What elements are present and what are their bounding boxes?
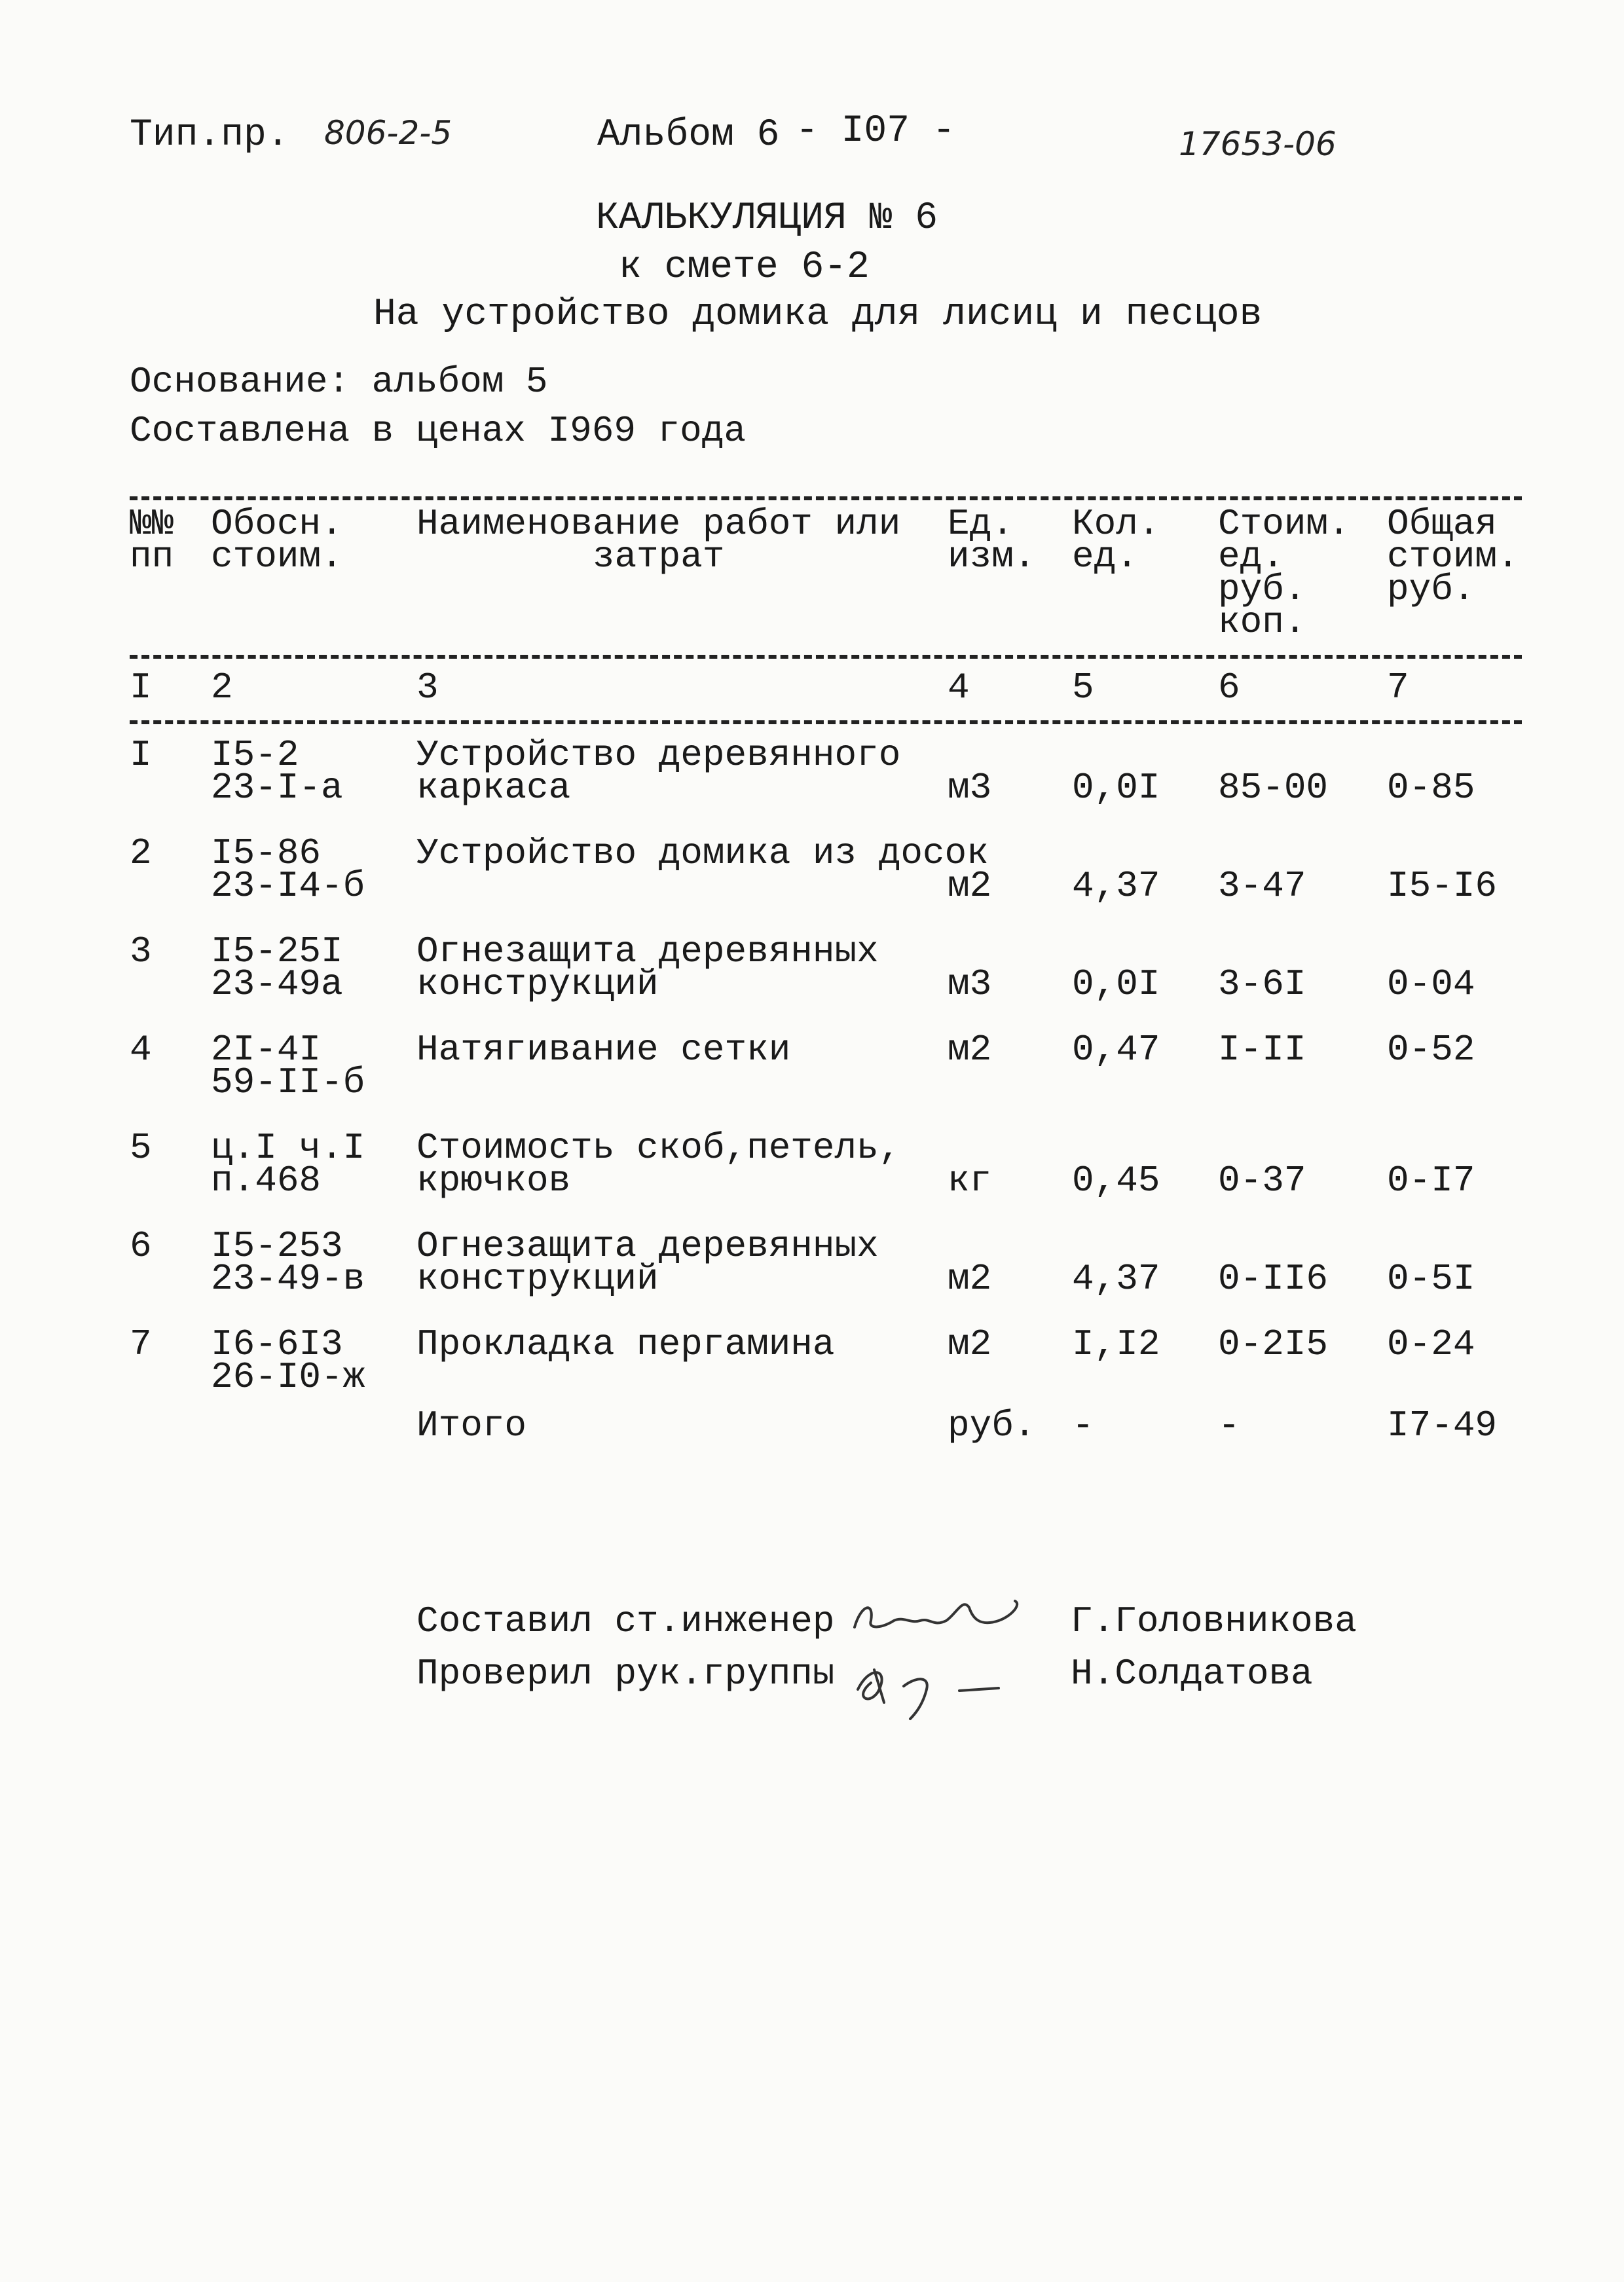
row-number: 3 (130, 930, 152, 972)
row-basis: ц.I ч.I п.468 (211, 1127, 365, 1202)
col-number: 4 (948, 667, 970, 709)
row-name: Устройство деревянного каркаса (416, 734, 901, 809)
row-name: Огнезащита деревянных конструкций (416, 930, 879, 1005)
row-total: 0-52 (1387, 1029, 1475, 1071)
row-basis: I5-25I 23-49а (211, 930, 343, 1005)
total-amount: I7-49 (1387, 1405, 1498, 1446)
row-unit-price: 3-6I (1218, 963, 1306, 1005)
col-number: 3 (416, 667, 439, 709)
row-total: 0-85 (1387, 767, 1475, 809)
page-number: - I07 - (796, 110, 955, 153)
work-description: На устройство домика для лисиц и песцов (373, 293, 1263, 336)
header-col-number: №№ пп (130, 503, 174, 578)
header-col-basis: Обосн. стоим. (211, 503, 343, 578)
row-total: 0-I7 (1387, 1160, 1475, 1202)
handwritten-signature (848, 1591, 1031, 1650)
checker-name: Н.Солдатова (1071, 1653, 1313, 1695)
col-number: 2 (211, 667, 233, 709)
calculation-title: КАЛЬКУЛЯЦИЯ № 6 (596, 197, 938, 240)
row-unit: м3 (948, 767, 992, 809)
row-unit: м2 (948, 865, 992, 907)
row-unit-price: 0-II6 (1218, 1258, 1329, 1300)
album-label: Альбом 6 (597, 114, 780, 156)
row-number: 5 (130, 1127, 152, 1169)
row-number: 6 (130, 1225, 152, 1267)
row-unit: м2 (948, 1258, 992, 1300)
signer-name: Г.Головникова (1071, 1600, 1357, 1642)
header-col-unit-price: Стоим. ед. руб. коп. (1218, 503, 1350, 643)
row-name: Натягивание сетки (416, 1029, 791, 1071)
row-unit: м2 (948, 1323, 992, 1365)
type-project-label: Тип.пр. (130, 114, 289, 156)
signer-role: Составил ст.инженер (416, 1600, 835, 1642)
total-qty: - (1072, 1405, 1094, 1446)
row-unit-price: I-II (1218, 1029, 1306, 1071)
row-qty: 0,0I (1072, 963, 1160, 1005)
row-total: 0-04 (1387, 963, 1475, 1005)
header-col-total: Общая стоим. руб. (1387, 503, 1519, 610)
handwritten-initials (845, 1650, 1028, 1722)
row-name: Прокладка пергамина (416, 1323, 835, 1365)
row-unit-price: 0-2I5 (1218, 1323, 1329, 1365)
header-col-name: Наименование работ или затрат (416, 503, 901, 578)
row-basis: I5-86 23-I4-б (211, 832, 365, 907)
col-number: 6 (1218, 667, 1240, 709)
header-col-qty: Кол. ед. (1072, 503, 1160, 578)
row-name: Устройство домика из досок (416, 832, 989, 874)
col-number: 7 (1387, 667, 1409, 709)
row-number: 7 (130, 1323, 152, 1365)
row-name: Огнезащита деревянных конструкций (416, 1225, 879, 1300)
row-basis: I5-2 23-I-а (211, 734, 343, 809)
row-qty: 4,37 (1072, 1258, 1160, 1300)
col-number: 5 (1072, 667, 1094, 709)
row-name: Стоимость скоб,петель, крючков (416, 1127, 901, 1202)
row-qty: 0,45 (1072, 1160, 1160, 1202)
header-col-unit: Ед. изм. (948, 503, 1036, 578)
col-numbers-bottom-rule (130, 720, 1522, 724)
total-unit-price: - (1218, 1405, 1240, 1446)
type-project-code: 806-2-5 (324, 114, 452, 152)
header-bottom-rule (130, 655, 1522, 659)
document-number: 17653-06 (1179, 125, 1337, 163)
row-qty: 4,37 (1072, 865, 1160, 907)
col-number: I (130, 667, 152, 709)
row-unit: м3 (948, 963, 992, 1005)
row-basis: I6-6I3 26-I0-ж (211, 1323, 365, 1398)
checker-role: Проверил рук.группы (416, 1653, 835, 1695)
total-unit: руб. (948, 1405, 1036, 1446)
row-qty: 0,0I (1072, 767, 1160, 809)
table-top-rule (130, 496, 1522, 500)
row-unit: кг (948, 1160, 992, 1202)
row-number: 4 (130, 1029, 152, 1071)
row-total: 0-5I (1387, 1258, 1475, 1300)
row-qty: 0,47 (1072, 1029, 1160, 1071)
row-unit-price: 85-00 (1218, 767, 1329, 809)
prices-line: Составлена в ценах I969 года (130, 410, 746, 452)
row-number: 2 (130, 832, 152, 874)
row-unit-price: 0-37 (1218, 1160, 1306, 1202)
row-unit: м2 (948, 1029, 992, 1071)
row-basis: 2I-4I 59-II-б (211, 1029, 365, 1103)
row-unit-price: 3-47 (1218, 865, 1306, 907)
row-number: I (130, 734, 152, 776)
basis-line: Основание: альбом 5 (130, 361, 548, 403)
row-total: I5-I6 (1387, 865, 1498, 907)
row-basis: I5-253 23-49-в (211, 1225, 365, 1300)
total-label: Итого (416, 1405, 527, 1446)
row-qty: I,I2 (1072, 1323, 1160, 1365)
row-total: 0-24 (1387, 1323, 1475, 1365)
estimate-reference: к смете 6-2 (619, 246, 870, 289)
